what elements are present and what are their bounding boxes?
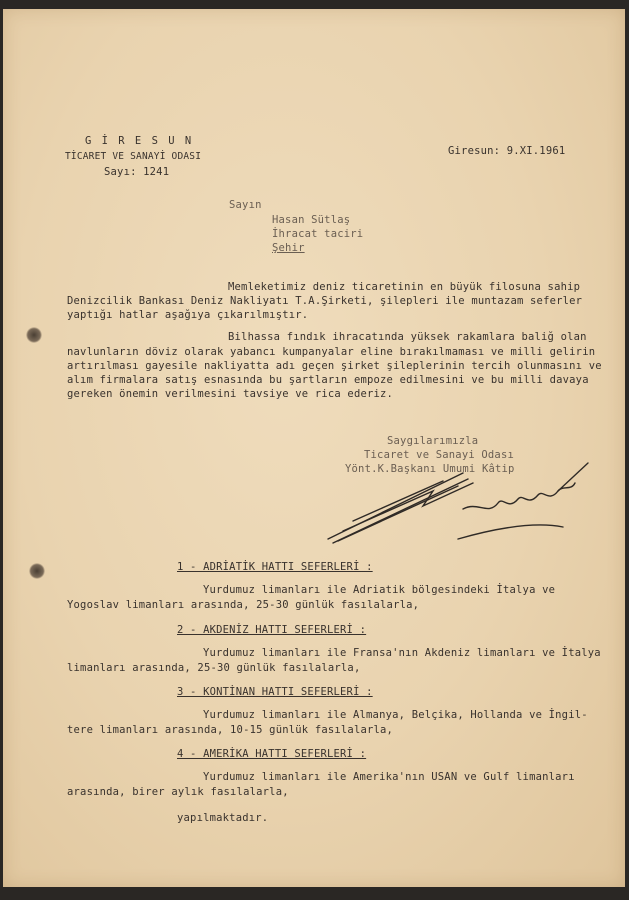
route-line: Yurdumuz limanları ile Adriatik bölgesindeki İtalya ve	[203, 584, 556, 596]
body-line: Bilhassa fındık ihracatında yüksek rakamlara baliğ olan	[228, 331, 587, 343]
document-page	[3, 9, 625, 887]
letterhead-city: G İ R E S U N	[85, 135, 194, 147]
route-line: tere limanları arasında, 10-15 günlük fasılalarla,	[67, 724, 394, 736]
body-line: gereken önemin verilmesini tavsiye ve rica ederiz.	[67, 388, 394, 400]
recipient-place: Şehir	[272, 242, 305, 254]
route-line: Yurdumuz limanları ile Amerika'nın USAN ve Gulf limanları	[203, 771, 575, 783]
closing-org: Ticaret ve Sanayi Odası	[364, 449, 514, 461]
route-heading: 1 - ADRİATİK HATTI SEFERLERİ :	[177, 561, 373, 573]
route-line: Yurdumuz limanları ile Almanya, Belçika, Hollanda ve İngil-	[203, 709, 588, 721]
letter-date: Giresun: 9.XI.1961	[448, 145, 566, 157]
route-line: Yogoslav limanları arasında, 25-30 günlük fasılalarla,	[67, 599, 420, 611]
signature	[313, 461, 593, 551]
route-heading: 4 - AMERİKA HATTI SEFERLERİ :	[177, 748, 367, 760]
route-heading: 2 - AKDENİZ HATTI SEFERLERİ :	[177, 624, 367, 636]
body-line: Denizcilik Bankası Deniz Nakliyatı T.A.Şirketi, şilepleri ile muntazam seferler	[67, 295, 583, 307]
punch-hole-bottom	[29, 563, 45, 579]
body-line: yaptığı hatlar aşağıya çıkarılmıştır.	[67, 309, 309, 321]
reference-number: Sayı: 1241	[104, 166, 170, 178]
body-line: alım firmalara satış esnasında bu şartların empoze edilmesini ve bu milli davaya	[67, 374, 589, 386]
punch-hole-top	[26, 327, 42, 343]
body-line: Memleketimiz deniz ticaretinin en büyük filosuna sahip	[228, 281, 581, 293]
salutation: Sayın	[229, 199, 262, 211]
body-line: navlunların döviz olarak yabancı kumpanyalar eline bırakılmaması ve milli gelirin	[67, 346, 596, 358]
route-line: Yurdumuz limanları ile Fransa'nın Akdeniz limanları ve İtalya	[203, 647, 601, 659]
closing-line: yapılmaktadır.	[177, 812, 269, 824]
recipient-name: Hasan Sütlaş	[272, 214, 351, 226]
closing-regards: Saygılarımızla	[387, 435, 479, 447]
recipient-title: İhracat taciri	[272, 228, 364, 240]
closing-roles: Yönt.K.Başkanı Umumi Kâtip	[345, 463, 515, 475]
body-line: artırılması gayesile nakliyatta adı geçen şirket şileplerinin tercih olunmasını ve	[67, 360, 602, 372]
route-line: limanları arasında, 25-30 günlük fasılalarla,	[67, 662, 361, 674]
letterhead-org: TİCARET VE SANAYİ ODASI	[65, 151, 202, 162]
route-line: arasında, birer aylık fasılalarla,	[67, 786, 289, 798]
route-heading: 3 - KONTİNAN HATTI SEFERLERİ :	[177, 686, 373, 698]
